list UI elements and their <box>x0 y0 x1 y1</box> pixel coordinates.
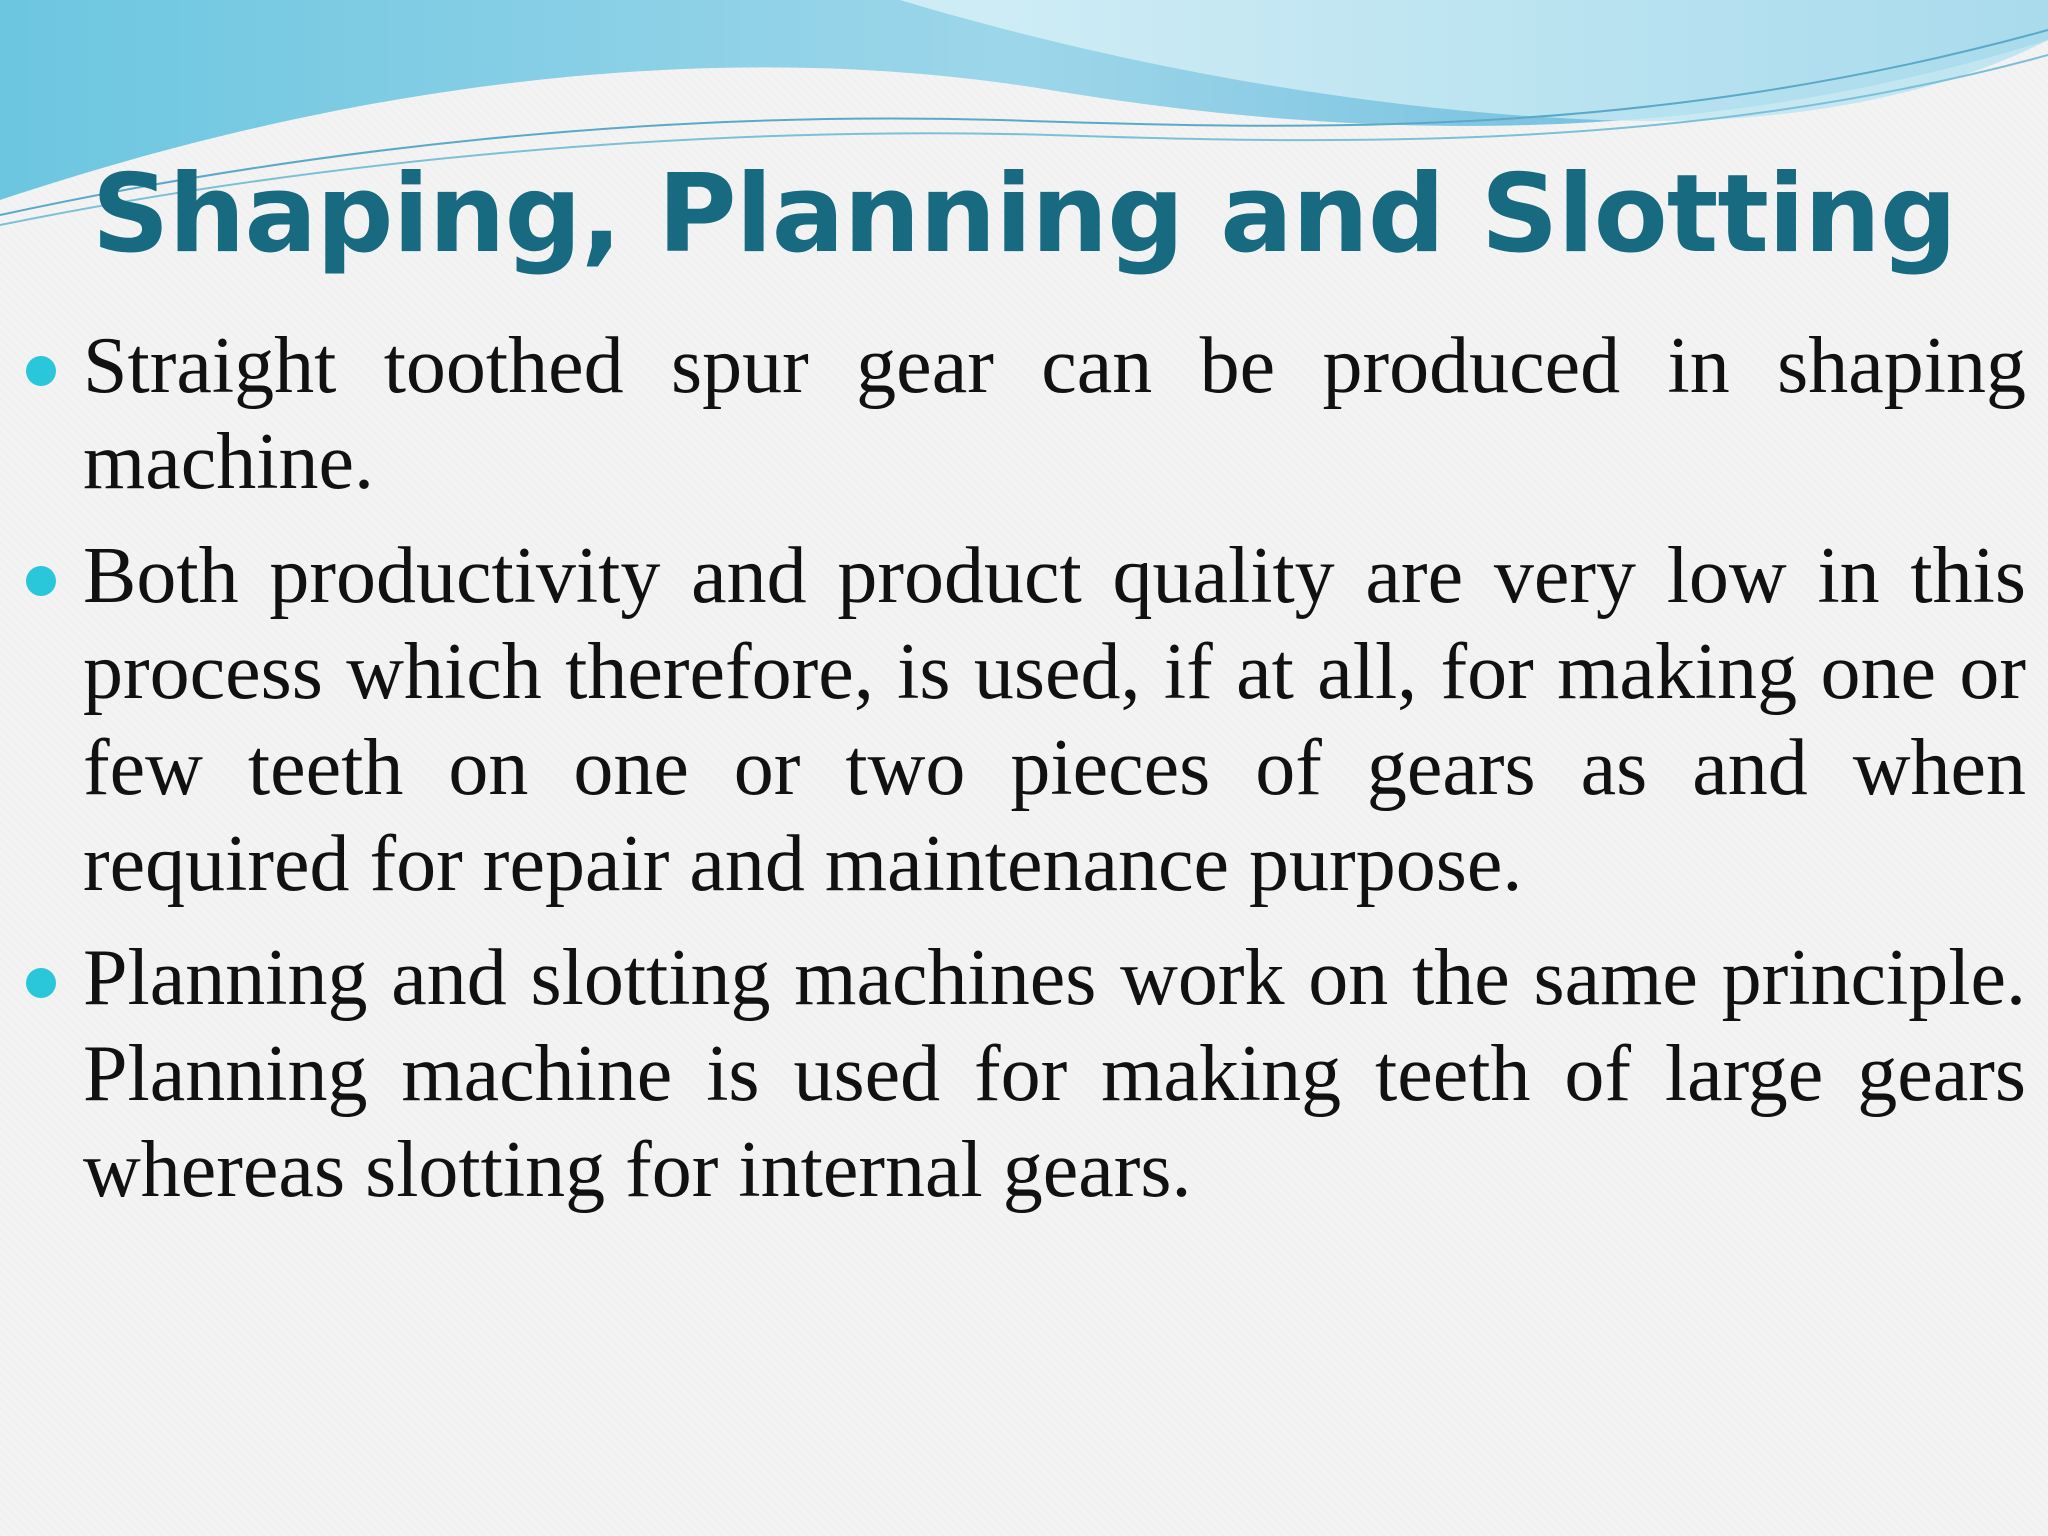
slide-title: Shaping, Planning and Slotting <box>91 152 1957 277</box>
bullet-item-1 <box>0 318 2048 510</box>
bullet-dot-icon <box>26 968 56 998</box>
bullet-item-2 <box>0 528 2048 912</box>
bullet-item-3 <box>0 930 2048 1218</box>
bullet-text: Straight toothed spur gear can be produced in shaping machine. <box>83 322 2026 506</box>
bullet-dot-icon <box>26 566 56 596</box>
bullet-text: Planning and slotting machines work on the same principle. Planning machine is used for making teeth of large gears whereas slotting for internal gears. <box>83 934 2026 1214</box>
bullet-list <box>0 318 2048 1236</box>
bullet-dot-icon <box>26 356 56 386</box>
bullet-text: Both productivity and product quality are very low in this process which therefore, is used, if at all, for making one or few teeth on one or two pieces of gears as and when required for repair and maintenance purpose. <box>83 532 2026 908</box>
